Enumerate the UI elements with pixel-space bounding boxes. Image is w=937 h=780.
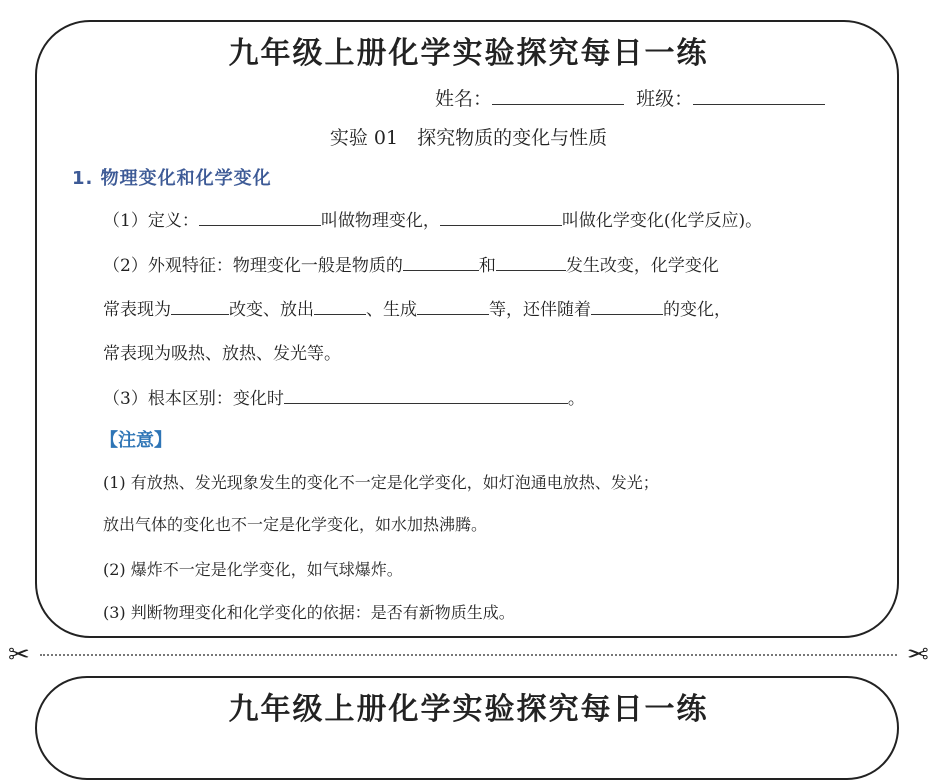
question-2-end: 常表现为吸热、放热、发光等。 xyxy=(103,344,341,364)
question-2-cont xyxy=(103,295,731,320)
cut-line xyxy=(40,654,897,656)
blank[interactable] xyxy=(591,298,663,315)
blank[interactable] xyxy=(314,298,366,315)
question-3 xyxy=(103,384,585,409)
experiment-title: 实验 01 探究物质的变化与性质 xyxy=(329,127,608,149)
q1-text: 叫做化学变化(化学反应)。 xyxy=(561,211,763,231)
next-page-title: 九年级上册化学实验探究每日一练 xyxy=(228,692,709,727)
q2-text: 等，还伴随着 xyxy=(489,300,591,320)
q1-text: （1）定义： xyxy=(103,211,199,231)
blank[interactable] xyxy=(284,387,568,404)
q2-text: 和 xyxy=(478,256,496,276)
blank[interactable] xyxy=(171,298,229,315)
question-1 xyxy=(103,206,762,231)
q2-text: 、生成 xyxy=(366,300,417,320)
q2-text: 改变、放出 xyxy=(229,300,314,320)
q1-text: 叫做物理变化， xyxy=(320,211,440,231)
student-info xyxy=(435,84,825,111)
name-blank[interactable] xyxy=(492,88,624,105)
blank[interactable] xyxy=(417,298,489,315)
class-blank[interactable] xyxy=(693,88,825,105)
blank[interactable] xyxy=(440,209,562,226)
q2-text: 常表现为 xyxy=(103,300,171,320)
worksheet-card xyxy=(35,20,899,638)
scissors-icon: ✂ xyxy=(8,640,30,670)
name-label: 姓名： xyxy=(435,88,493,110)
note-title: 【注意】 xyxy=(100,430,172,451)
note-item: 放出气体的变化也不一定是化学变化，如水加热沸腾。 xyxy=(103,515,488,534)
q3-text: （3）根本区别：变化时 xyxy=(103,389,284,409)
blank[interactable] xyxy=(403,254,479,271)
scissors-icon: ✂ xyxy=(907,640,929,670)
blank[interactable] xyxy=(199,209,321,226)
page-title: 九年级上册化学实验探究每日一练 xyxy=(228,36,709,71)
blank[interactable] xyxy=(496,254,566,271)
q2-text: 的变化， xyxy=(663,300,731,320)
class-label: 班级： xyxy=(636,88,694,110)
note-item: (3) 判断物理变化和化学变化的依据：是否有新物质生成。 xyxy=(103,603,515,622)
section-heading: 1. 物理变化和化学变化 xyxy=(72,168,272,189)
note-item: (2) 爆炸不一定是化学变化，如气球爆炸。 xyxy=(103,560,403,579)
q2-text: 发生改变，化学变化 xyxy=(565,256,719,276)
note-item: (1) 有放热、发光现象发生的变化不一定是化学变化，如灯泡通电放热、发光； xyxy=(103,473,659,492)
q3-text: 。 xyxy=(567,389,585,409)
q2-text: （2）外观特征：物理变化一般是物质的 xyxy=(103,256,403,276)
question-2 xyxy=(103,251,719,276)
